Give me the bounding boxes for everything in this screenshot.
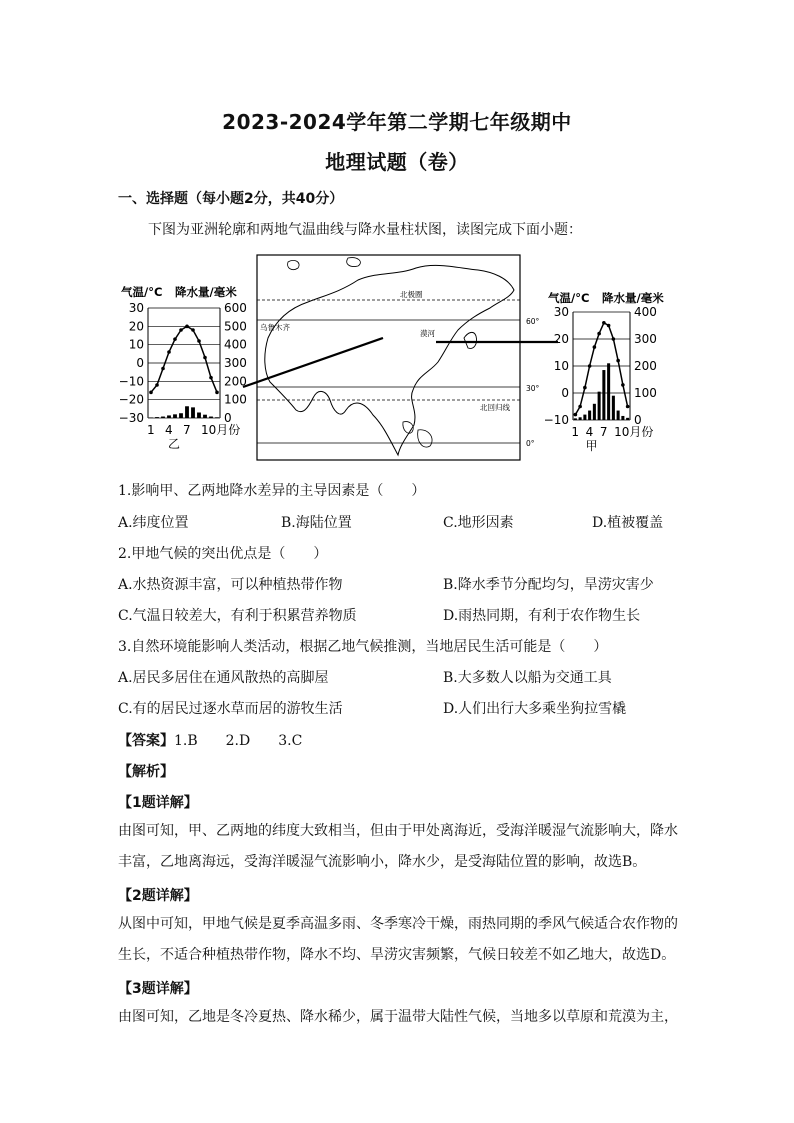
right-chart-precip-bar — [617, 411, 620, 420]
figure — [118, 250, 678, 465]
right-chart-x-tick: 10月份 — [614, 425, 654, 439]
q1-option-a: A.纬度位置 — [118, 515, 189, 531]
left-chart-temp-point — [197, 339, 201, 343]
left-chart-temp-line — [151, 326, 217, 392]
left-chart-x-tick: 7 — [183, 423, 191, 437]
right-chart-right-tick: 400 — [634, 305, 657, 319]
left-chart-precip-bar — [215, 417, 219, 418]
right-chart-precip-bar — [579, 417, 582, 420]
right-chart-right-tick: 300 — [634, 332, 657, 346]
answer-line — [118, 730, 302, 750]
analysis-1-head: 【1题详解】 — [118, 795, 198, 811]
left-chart-temp-point — [167, 350, 171, 354]
right-chart-chart-name: 甲 — [585, 439, 598, 453]
right-climate-chart — [544, 291, 665, 453]
place-right-label: 漠河 — [420, 329, 435, 338]
right-chart-temp-point — [612, 337, 616, 341]
left-chart-temp-point — [149, 391, 153, 395]
left-chart-left-tick: −10 — [118, 374, 144, 389]
left-chart-right-tick: 300 — [224, 356, 247, 370]
question-3-stem: 3.自然环境能影响人类活动，根据乙地气候推测，当地居民生活可能是（ ） — [118, 639, 608, 655]
left-chart-x-tick: 1 — [147, 423, 155, 437]
right-chart-temp-point — [616, 359, 620, 363]
left-chart-temp-point — [155, 383, 159, 387]
analysis-3-text: 由图可知，乙地是冬冷夏热、降水稀少，属于温带大陆性气候，当地多以草原和荒漠为主， — [118, 1009, 678, 1025]
lat-60-label: 60° — [526, 317, 540, 326]
left-chart-chart-name: 乙 — [168, 437, 181, 451]
left-chart-temp-point — [179, 328, 183, 332]
right-chart-x-tick: 4 — [585, 425, 594, 439]
right-chart-precip-bar — [612, 396, 615, 420]
q1-option-c: C.地形因素 — [443, 515, 514, 531]
right-chart-left-tick: −10 — [543, 413, 569, 427]
analysis-2-text: 从图中可知，甲地气候是夏季高温多雨、冬季寒冷干燥，雨热同期的季风气候适合农作物的生长，不适合种植热带作物，降水不均、旱涝灾害频繁，气候日较差不如乙地大，故选D。 — [118, 916, 678, 963]
right-chart-temp-point — [607, 324, 611, 328]
analysis-3-head: 【3题详解】 — [118, 981, 198, 997]
left-chart-precip-bar — [179, 413, 183, 418]
left-chart-right-tick: 600 — [224, 301, 247, 315]
right-chart-temp-point — [602, 321, 606, 325]
left-chart-left-tick: 10 — [128, 337, 144, 352]
left-chart-right-tick: 200 — [224, 374, 247, 389]
q1-option-d: D.植被覆盖 — [592, 515, 664, 531]
left-chart-left-tick: 30 — [128, 301, 144, 315]
asia-map — [243, 255, 558, 460]
right-chart-precip-bar — [593, 404, 596, 420]
left-chart-precip-bar — [209, 417, 213, 418]
place-left-label: 乌鲁木齐 — [260, 323, 290, 332]
left-chart-x-tick: 10月份 — [201, 423, 241, 437]
right-chart-precip-bar — [588, 411, 591, 420]
left-chart-precip-bar — [197, 413, 201, 419]
analysis-1-text: 由图可知，甲、乙两地的纬度大致相当，但由于甲处离海近，受海洋暖湿气流影响大，降水丰富，乙地离海远，受海洋暖湿气流影响小，降水少，是受海陆位置的影响，故选B。 — [118, 823, 678, 870]
right-chart-left-tick: 20 — [553, 332, 569, 346]
left-chart-left-tick: −20 — [118, 392, 144, 407]
answer-text: 1.B 2.D 3.C — [174, 733, 303, 749]
document-title: 2023-2024学年第二学期七年级期中 — [222, 110, 572, 134]
left-chart-left-tick: 20 — [128, 319, 144, 334]
section-heading: 一、选择题（每小题2分，共40分） — [118, 191, 344, 207]
right-chart-temp-point — [626, 405, 630, 409]
right-chart-temp-point — [578, 405, 582, 409]
analysis-label: 【解析】 — [118, 764, 174, 780]
right-chart-temp-point — [583, 386, 587, 390]
right-chart-precip-bar — [583, 415, 586, 420]
right-chart-temp-point — [593, 345, 597, 349]
left-chart-precip-bar — [155, 417, 159, 418]
lat-30-label: 30° — [526, 384, 540, 393]
left-chart-right-tick: 100 — [224, 392, 247, 407]
lat-0-label: 0° — [526, 439, 535, 448]
q3-option-b: B.大多数人以船为交通工具 — [443, 670, 612, 686]
left-chart-temp-point — [185, 325, 189, 329]
right-chart-temp-point — [588, 364, 592, 368]
right-chart-right-tick: 200 — [634, 359, 657, 373]
left-chart-right-tick: 0 — [224, 411, 232, 425]
right-chart-precip-bar — [598, 392, 601, 420]
right-chart-right-tick: 100 — [634, 386, 657, 400]
left-chart-temp-point — [191, 328, 195, 332]
right-chart-temp-point — [574, 413, 578, 417]
q2-option-d: D.雨热同期，有利于农作物生长 — [443, 608, 641, 624]
left-chart-precip-bar — [185, 406, 189, 418]
left-climate-chart — [119, 285, 247, 451]
q1-option-b: B.海陆位置 — [281, 515, 352, 531]
left-chart-precip-bar — [161, 417, 165, 418]
right-chart-precip-bar — [602, 370, 605, 420]
left-chart-precip-bar — [149, 417, 153, 418]
analysis-2-head: 【2题详解】 — [118, 888, 198, 904]
left-chart-precip-bar — [203, 415, 207, 418]
right-chart-x-tick: 7 — [599, 425, 608, 439]
left-chart-temp-point — [161, 367, 165, 371]
arctic-circle-label: 北极圈 — [400, 290, 423, 299]
q2-option-c: C.气温日较差大，有利于积累营养物质 — [118, 608, 357, 624]
left-chart-temp-point — [173, 337, 177, 341]
right-chart-temp-label: 气温/°C — [548, 291, 590, 305]
left-chart-x-tick: 4 — [165, 423, 173, 437]
right-chart-temp-point — [621, 383, 625, 387]
right-chart-temp-point — [597, 332, 601, 336]
right-chart-left-tick: 0 — [561, 386, 569, 400]
right-chart-right-tick: 0 — [634, 413, 642, 427]
q3-option-c: C.有的居民过逐水草而居的游牧生活 — [118, 701, 343, 717]
left-chart-right-tick: 500 — [224, 319, 247, 334]
q3-option-d: D.人们出行大多乘坐狗拉雪橇 — [443, 701, 627, 717]
q3-option-a: A.居民多居住在通风散热的高脚屋 — [118, 670, 329, 686]
q2-option-a: A.水热资源丰富，可以种植热带作物 — [118, 577, 343, 593]
right-chart-precip-label: 降水量/毫米 — [602, 291, 664, 305]
left-chart-temp-point — [209, 376, 213, 380]
right-chart-precip-bar — [621, 416, 624, 420]
document-subtitle: 地理试题（卷） — [325, 150, 469, 174]
left-chart-precip-label: 降水量/毫米 — [175, 285, 237, 299]
tropic-label: 北回归线 — [480, 403, 510, 412]
question-2-stem: 2.甲地气候的突出优点是（ ） — [118, 546, 328, 562]
right-chart-precip-bar — [607, 363, 610, 420]
left-chart-left-tick: 0 — [136, 356, 144, 370]
left-chart-left-tick: −30 — [118, 411, 144, 425]
right-chart-x-tick: 1 — [571, 425, 580, 439]
left-chart-right-tick: 400 — [224, 337, 247, 352]
right-chart-left-tick: 10 — [553, 359, 569, 373]
answer-label: 【答案】 — [118, 733, 174, 749]
right-chart-precip-bar — [626, 418, 629, 420]
left-chart-precip-bar — [167, 415, 171, 418]
q2-option-b: B.降水季节分配均匀，旱涝灾害少 — [443, 577, 654, 593]
right-chart-left-tick: 30 — [553, 305, 569, 319]
left-chart-temp-label: 气温/°C — [121, 285, 163, 299]
right-chart-precip-bar — [574, 418, 577, 420]
left-chart-precip-bar — [191, 407, 195, 418]
left-chart-temp-point — [203, 356, 207, 360]
question-1-stem: 1.影响甲、乙两地降水差异的主导因素是（ ） — [118, 483, 426, 499]
section-intro: 下图为亚洲轮廓和两地气温曲线与降水量柱状图，读图完成下面小题： — [148, 222, 582, 238]
right-chart-temp-line — [575, 323, 627, 415]
left-chart-precip-bar — [173, 414, 177, 418]
left-chart-temp-point — [215, 391, 219, 395]
